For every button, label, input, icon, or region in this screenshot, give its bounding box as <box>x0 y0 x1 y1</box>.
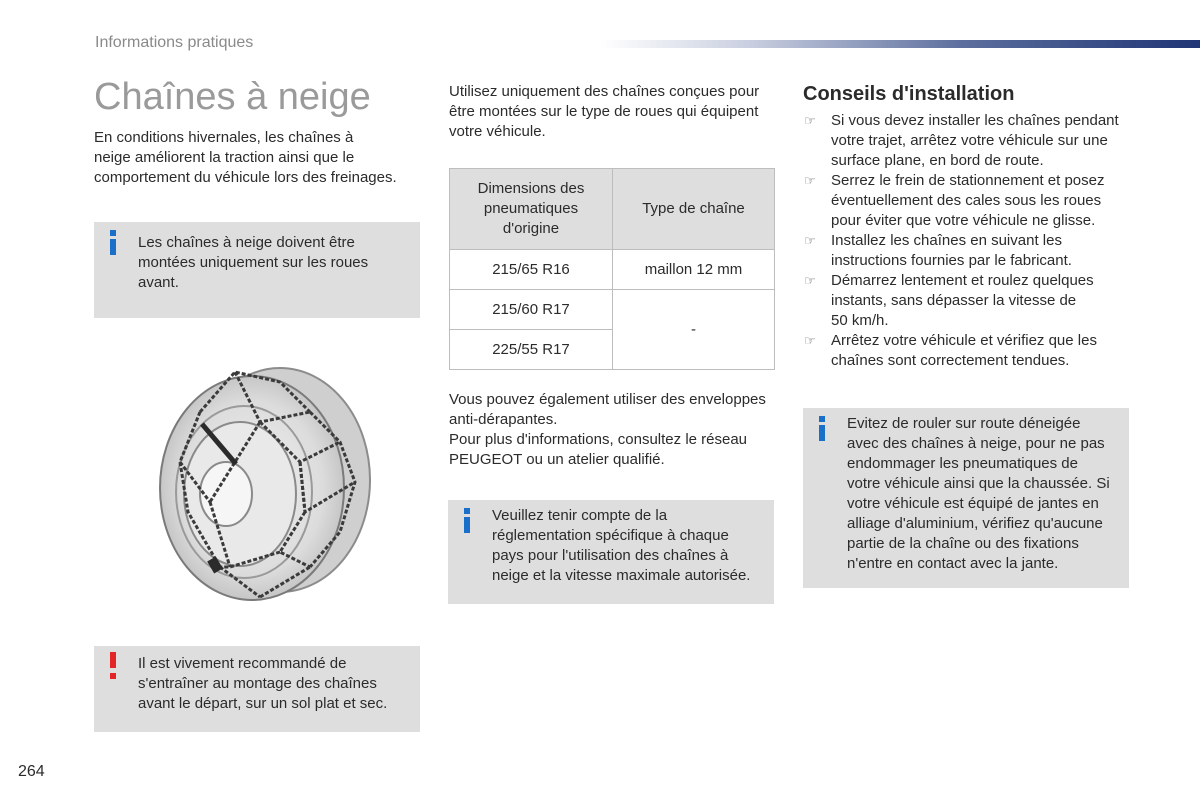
table-row <box>450 250 775 290</box>
page-number: 264 <box>18 763 45 780</box>
info-line: Veuillez tenir compte de la <box>492 507 668 524</box>
section-label: Informations pratiques <box>95 34 254 51</box>
step-line: Installez les chaînes en suivant les <box>831 232 1062 249</box>
info-box-snow-road <box>803 408 1129 588</box>
list-item <box>803 331 1133 371</box>
info-line: pays pour l'utilisation des chaînes à <box>492 547 729 564</box>
pointing-hand-icon: ☞ <box>804 233 816 248</box>
table-header-row <box>450 169 775 250</box>
info-line: partie de la chaîne ou des fixations <box>847 535 1079 552</box>
info-box-front-wheels <box>94 222 420 318</box>
alt-line: Vous pouvez également utiliser des enveloppes <box>449 391 766 408</box>
tire-size-cell: 225/55 R17 <box>450 330 613 370</box>
warning-line: Il est vivement recommandé de <box>138 655 347 672</box>
info-line: réglementation spécifique à chaque <box>492 527 729 544</box>
info-line: votre véhicule ainsi que la chaussée. Si <box>847 475 1110 492</box>
step-line: Si vous devez installer les chaînes pendant <box>831 112 1119 129</box>
step-line: instants, sans dépasser la vitesse de <box>831 292 1077 309</box>
warning-box-training <box>94 646 420 732</box>
step-line: surface plane, en bord de route. <box>831 152 1044 169</box>
list-item <box>803 231 1133 271</box>
intro-paragraph <box>94 128 424 188</box>
info-line: alliage d'aluminium, vérifiez qu'aucune <box>847 515 1103 532</box>
info-icon <box>462 508 472 534</box>
header-chain-type: Type de chaîne <box>613 169 775 250</box>
snow-chain-tire-illustration <box>140 352 380 612</box>
header-tire-dimensions <box>450 169 613 250</box>
chain-type-cell: - <box>613 290 775 370</box>
intro-line: neige améliorent la traction ainsi que le <box>94 149 355 166</box>
list-item <box>803 271 1133 331</box>
install-steps-list <box>803 111 1133 371</box>
info-line: avant. <box>138 274 179 291</box>
alt-line: Pour plus d'informations, consultez le réseau <box>449 431 748 448</box>
step-line: Arrêtez votre véhicule et vérifiez que les <box>831 332 1097 349</box>
info-line: avec des chaînes à neige, pour ne pas <box>847 435 1105 452</box>
info-line: endommager les pneumatiques de <box>847 455 1078 472</box>
pointing-hand-icon: ☞ <box>804 333 816 348</box>
intro-line: comportement du véhicule lors des freinages. <box>94 169 397 186</box>
warning-icon <box>108 652 118 680</box>
step-line: pour éviter que votre véhicule ne glisse. <box>831 212 1096 229</box>
step-line: instructions fournies par le fabricant. <box>831 252 1072 269</box>
info-line: Evitez de rouler sur route déneigée <box>847 415 1081 432</box>
tire-size-cell: 215/60 R17 <box>450 290 613 330</box>
step-line: chaînes sont correctement tendues. <box>831 352 1070 369</box>
step-line: éventuellement des cales sous les roues <box>831 192 1102 209</box>
list-item <box>803 171 1133 231</box>
info-line: montées uniquement sur les roues <box>138 254 369 271</box>
info-line: Les chaînes à neige doivent être <box>138 234 355 251</box>
header-line: d'origine <box>502 220 560 237</box>
alt-line: PEUGEOT ou un atelier qualifié. <box>449 451 665 468</box>
page-title: Chaînes à neige <box>94 76 371 118</box>
intro-line: En conditions hivernales, les chaînes à <box>94 129 354 146</box>
info-line: n'entre en contact avec la jante. <box>847 555 1059 572</box>
warning-line: s'entraîner au montage des chaînes <box>138 675 377 692</box>
info-line: neige et la vitesse maximale autorisée. <box>492 567 751 584</box>
tire-chain-table <box>449 168 775 370</box>
list-item <box>803 111 1133 171</box>
step-line: Serrez le frein de stationnement et posez <box>831 172 1105 189</box>
middle-intro-line: être montées sur le type de roues qui équipent <box>449 103 759 120</box>
header-line: Dimensions des <box>477 180 585 197</box>
step-line: votre trajet, arrêtez votre véhicule sur une <box>831 132 1108 149</box>
install-heading: Conseils d'installation <box>803 83 1015 105</box>
chain-type-cell: maillon 12 mm <box>613 250 775 290</box>
middle-intro-line: Utilisez uniquement des chaînes conçues pour <box>449 83 760 100</box>
pointing-hand-icon: ☞ <box>804 173 816 188</box>
step-line: Démarrez lentement et roulez quelques <box>831 272 1094 289</box>
info-icon <box>817 416 827 442</box>
info-icon <box>108 230 118 256</box>
header-line: pneumatiques <box>483 200 579 217</box>
info-line: votre véhicule est équipé de jantes en <box>847 495 1099 512</box>
pointing-hand-icon: ☞ <box>804 113 816 128</box>
step-line: 50 km/h. <box>831 312 889 329</box>
header-bar <box>600 40 1200 48</box>
table-row <box>450 290 775 330</box>
info-box-regulation <box>448 500 774 604</box>
middle-intro-line: votre véhicule. <box>449 123 546 140</box>
alternative-paragraph <box>449 390 779 470</box>
alt-line: anti-dérapantes. <box>449 411 558 428</box>
pointing-hand-icon: ☞ <box>804 273 816 288</box>
middle-intro-paragraph <box>449 82 779 142</box>
warning-line: avant le départ, sur un sol plat et sec. <box>138 695 388 712</box>
tire-size-cell: 215/65 R16 <box>450 250 613 290</box>
